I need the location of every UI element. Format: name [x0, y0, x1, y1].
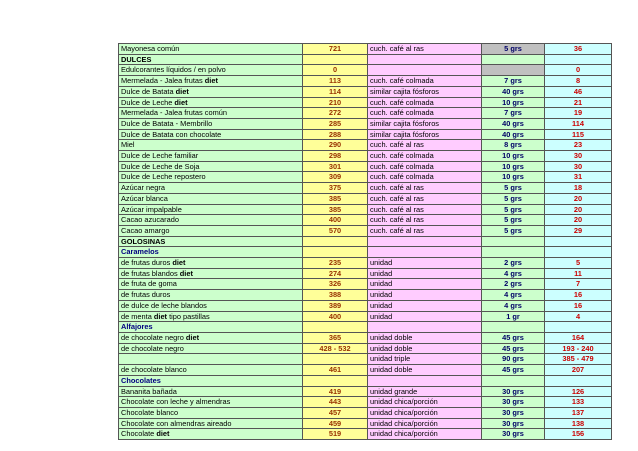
- table-row: [119, 129, 612, 140]
- food-name-cell[interactable]: [119, 386, 303, 397]
- portion-kcal-cell[interactable]: 115: [545, 129, 612, 140]
- food-name: Cacao amargo: [121, 225, 170, 235]
- portion-kcal-cell[interactable]: 30: [545, 161, 612, 172]
- subsection-row: [119, 375, 612, 386]
- food-name: Mermelada - Jalea frutas común: [121, 108, 227, 118]
- kcal-cell[interactable]: 400: [303, 311, 368, 322]
- food-name: de menta: [121, 311, 154, 321]
- table-row: [119, 108, 612, 119]
- kcal-cell[interactable]: 114: [303, 86, 368, 97]
- portion-kcal-cell[interactable]: 137: [545, 407, 612, 418]
- portion-cell[interactable]: cuch. café al ras: [368, 183, 482, 194]
- quantity-cell[interactable]: 10 grs: [482, 97, 545, 108]
- food-name: Mermelada - Jalea frutas: [121, 76, 205, 86]
- kcal-cell[interactable]: 309: [303, 172, 368, 183]
- kcal-cell[interactable]: [303, 354, 368, 365]
- kcal-cell[interactable]: 0: [303, 65, 368, 76]
- food-name: Cacao azucarado: [121, 215, 179, 225]
- portion-cell[interactable]: unidad doble: [368, 343, 482, 354]
- food-name-cell[interactable]: [119, 129, 303, 140]
- food-name-cell[interactable]: [119, 311, 303, 322]
- food-name-cell[interactable]: [119, 236, 303, 247]
- food-name: Azúcar negra: [121, 183, 165, 193]
- table-row: [119, 365, 612, 376]
- table-row: [119, 193, 612, 204]
- portion-kcal-cell[interactable]: 19: [545, 108, 612, 119]
- portion-kcal-cell[interactable]: 138: [545, 418, 612, 429]
- food-name: de chocolate negro: [121, 332, 186, 342]
- portion-kcal-cell[interactable]: 20: [545, 215, 612, 226]
- table-row: [119, 279, 612, 290]
- kcal-cell[interactable]: [303, 236, 368, 247]
- portion-cell[interactable]: [368, 247, 482, 258]
- portion-cell[interactable]: unidad triple: [368, 354, 482, 365]
- food-name-cell[interactable]: [119, 279, 303, 290]
- portion-cell[interactable]: [368, 375, 482, 386]
- portion-cell[interactable]: cuch. café al ras: [368, 225, 482, 236]
- portion-kcal-cell[interactable]: 193 - 240: [545, 343, 612, 354]
- food-name: Mayonesa común: [121, 44, 180, 53]
- food-name-cell[interactable]: [119, 215, 303, 226]
- table-row: [119, 76, 612, 87]
- table-row: [119, 386, 612, 397]
- food-name-cell[interactable]: [119, 65, 303, 76]
- portion-kcal-cell[interactable]: 7: [545, 279, 612, 290]
- food-name-cell[interactable]: [119, 76, 303, 87]
- portion-cell[interactable]: unidad: [368, 268, 482, 279]
- kcal-cell[interactable]: 285: [303, 118, 368, 129]
- portion-cell[interactable]: [368, 236, 482, 247]
- quantity-cell[interactable]: 8 grs: [482, 140, 545, 151]
- portion-kcal-cell[interactable]: 164: [545, 332, 612, 343]
- portion-cell[interactable]: cuch. café colmada: [368, 108, 482, 119]
- kcal-cell[interactable]: 428 - 532: [303, 343, 368, 354]
- food-name-cell[interactable]: [119, 354, 303, 365]
- kcal-cell[interactable]: 519: [303, 429, 368, 440]
- quantity-cell[interactable]: [482, 247, 545, 258]
- portion-cell[interactable]: unidad grande: [368, 386, 482, 397]
- quantity-cell[interactable]: [482, 375, 545, 386]
- portion-cell[interactable]: similar cajita fósforos: [368, 129, 482, 140]
- quantity-cell[interactable]: 5 grs: [482, 225, 545, 236]
- diet-label: diet: [175, 86, 189, 96]
- portion-kcal-cell[interactable]: 385 - 479: [545, 354, 612, 365]
- kcal-cell[interactable]: 365: [303, 332, 368, 343]
- portion-cell[interactable]: cuch. café colmada: [368, 161, 482, 172]
- table-row: [119, 300, 612, 311]
- portion-cell[interactable]: cuch. café al ras: [368, 215, 482, 226]
- kcal-cell[interactable]: 443: [303, 397, 368, 408]
- portion-kcal-cell[interactable]: 20: [545, 204, 612, 215]
- food-name-cell[interactable]: [119, 161, 303, 172]
- food-name: Chocolate con leche y almendras: [121, 397, 231, 407]
- quantity-cell[interactable]: 4 grs: [482, 290, 545, 301]
- table-row: [119, 418, 612, 429]
- portion-kcal-cell[interactable]: [545, 322, 612, 333]
- table-row: [119, 407, 612, 418]
- quantity-cell[interactable]: 30 grs: [482, 397, 545, 408]
- diet-label: diet: [185, 332, 200, 342]
- quantity-cell[interactable]: 5 grs: [482, 204, 545, 215]
- portion-kcal-cell[interactable]: 29: [545, 225, 612, 236]
- food-name: Miel: [121, 140, 135, 150]
- food-name: Chocolate blanco: [121, 407, 179, 417]
- portion-kcal-cell[interactable]: 126: [545, 386, 612, 397]
- quantity-cell[interactable]: 90 grs: [482, 354, 545, 365]
- quantity-cell[interactable]: 45 grs: [482, 365, 545, 376]
- quantity-cell[interactable]: [482, 65, 545, 76]
- portion-cell[interactable]: cuch. café colmada: [368, 151, 482, 162]
- kcal-cell[interactable]: 375: [303, 183, 368, 194]
- kcal-cell[interactable]: [303, 247, 368, 258]
- portion-kcal-cell[interactable]: [545, 247, 612, 258]
- diet-label: diet: [172, 258, 186, 268]
- food-name-cell[interactable]: [119, 108, 303, 119]
- food-name-cell[interactable]: [119, 322, 303, 333]
- quantity-cell[interactable]: 10 grs: [482, 161, 545, 172]
- kcal-cell[interactable]: 274: [303, 268, 368, 279]
- food-table-body: [119, 44, 612, 440]
- food-name-cell[interactable]: [119, 247, 303, 258]
- kcal-cell[interactable]: 389: [303, 300, 368, 311]
- food-name: Chocolate con almendras aireado: [121, 418, 232, 428]
- portion-cell[interactable]: unidad: [368, 300, 482, 311]
- table-row: [119, 118, 612, 129]
- quantity-cell[interactable]: 2 grs: [482, 258, 545, 269]
- portion-kcal-cell[interactable]: 114: [545, 118, 612, 129]
- portion-cell[interactable]: similar cajita fósforos: [368, 86, 482, 97]
- food-name: de chocolate blanco: [121, 365, 187, 375]
- food-name-cell[interactable]: [119, 407, 303, 418]
- portion-cell[interactable]: unidad: [368, 290, 482, 301]
- table-row: [119, 332, 612, 343]
- kcal-cell[interactable]: 290: [303, 140, 368, 151]
- quantity-cell[interactable]: 40 grs: [482, 86, 545, 97]
- portion-cell[interactable]: unidad doble: [368, 332, 482, 343]
- kcal-cell[interactable]: 419: [303, 386, 368, 397]
- portion-cell[interactable]: [368, 322, 482, 333]
- table-row: [119, 215, 612, 226]
- quantity-cell[interactable]: 10 grs: [482, 151, 545, 162]
- food-name: Azúcar impalpable: [121, 204, 182, 214]
- food-name-cell[interactable]: [119, 343, 303, 354]
- food-name: Azúcar blanca: [121, 193, 168, 203]
- portion-kcal-cell[interactable]: 46: [545, 86, 612, 97]
- portion-cell[interactable]: unidad chica/porción: [368, 418, 482, 429]
- food-name-cell[interactable]: [119, 429, 303, 440]
- diet-label: diet: [153, 311, 168, 321]
- portion-kcal-cell[interactable]: 31: [545, 172, 612, 183]
- kcal-cell[interactable]: 272: [303, 108, 368, 119]
- portion-cell[interactable]: unidad chica/porción: [368, 429, 482, 440]
- kcal-cell[interactable]: 400: [303, 215, 368, 226]
- portion-kcal-cell[interactable]: 21: [545, 97, 612, 108]
- food-name-cell[interactable]: [119, 183, 303, 194]
- table-row: [119, 204, 612, 215]
- food-name: Chocolates: [121, 375, 161, 385]
- portion-cell[interactable]: similar cajita fósforos: [368, 118, 482, 129]
- food-table: [118, 43, 612, 440]
- food-name-cell[interactable]: [119, 332, 303, 343]
- food-name-cell[interactable]: [119, 258, 303, 269]
- portion-cell[interactable]: [368, 54, 482, 65]
- table-row: [119, 65, 612, 76]
- food-name-cell[interactable]: [119, 268, 303, 279]
- portion-kcal-cell[interactable]: 133: [545, 397, 612, 408]
- portion-cell[interactable]: cuch. café colmada: [368, 76, 482, 87]
- quantity-cell[interactable]: 7 grs: [482, 108, 545, 119]
- portion-cell[interactable]: unidad doble: [368, 365, 482, 376]
- section-row: [119, 54, 612, 65]
- quantity-cell[interactable]: 10 grs: [482, 172, 545, 183]
- portion-cell[interactable]: unidad: [368, 311, 482, 322]
- quantity-cell[interactable]: 4 grs: [482, 268, 545, 279]
- food-name: Dulce de Batata con chocolate: [121, 129, 222, 139]
- food-name: GOLOSINAS: [121, 236, 166, 246]
- food-name-cell[interactable]: [119, 375, 303, 386]
- food-name: de fruta de goma: [121, 279, 177, 289]
- subsection-row: [119, 247, 612, 258]
- portion-kcal-cell[interactable]: 16: [545, 300, 612, 311]
- table-row: [119, 44, 612, 55]
- food-name: Bananita bañada: [121, 386, 177, 396]
- quantity-cell[interactable]: 4 grs: [482, 300, 545, 311]
- food-name: Edulcorantes líquidos / en polvo: [121, 65, 226, 75]
- portion-cell[interactable]: unidad chica/porción: [368, 397, 482, 408]
- quantity-cell[interactable]: 30 grs: [482, 429, 545, 440]
- food-name-cell[interactable]: [119, 204, 303, 215]
- subsection-row: [119, 322, 612, 333]
- portion-kcal-cell[interactable]: 5: [545, 258, 612, 269]
- table-row: [119, 97, 612, 108]
- kcal-cell[interactable]: 385: [303, 193, 368, 204]
- quantity-cell[interactable]: 2 grs: [482, 279, 545, 290]
- table-row: [119, 172, 612, 183]
- kcal-cell[interactable]: 459: [303, 418, 368, 429]
- table-row: [119, 290, 612, 301]
- diet-label: diet: [156, 429, 170, 439]
- kcal-cell[interactable]: 457: [303, 407, 368, 418]
- food-name-cell[interactable]: [119, 44, 303, 55]
- portion-kcal-cell[interactable]: 8: [545, 76, 612, 87]
- portion-kcal-cell[interactable]: 0: [545, 65, 612, 76]
- food-name: Dulce de Leche familiar: [121, 151, 199, 161]
- food-name-cell[interactable]: [119, 97, 303, 108]
- food-name-cell[interactable]: [119, 300, 303, 311]
- food-name: Caramelos: [121, 247, 159, 257]
- food-name-cell[interactable]: [119, 172, 303, 183]
- kcal-cell[interactable]: 461: [303, 365, 368, 376]
- food-name-cell[interactable]: [119, 290, 303, 301]
- table-row: [119, 354, 612, 365]
- quantity-cell[interactable]: [482, 322, 545, 333]
- kcal-cell[interactable]: 301: [303, 161, 368, 172]
- portion-cell[interactable]: unidad: [368, 258, 482, 269]
- portion-cell[interactable]: unidad: [368, 279, 482, 290]
- portion-kcal-cell[interactable]: [545, 236, 612, 247]
- portion-kcal-cell[interactable]: 23: [545, 140, 612, 151]
- portion-cell[interactable]: cuch. café colmada: [368, 172, 482, 183]
- quantity-cell[interactable]: 5 grs: [482, 215, 545, 226]
- food-name: Dulce de Leche: [121, 97, 175, 107]
- quantity-cell[interactable]: 1 gr: [482, 311, 545, 322]
- kcal-cell[interactable]: 113: [303, 76, 368, 87]
- portion-kcal-cell[interactable]: 11: [545, 268, 612, 279]
- quantity-cell[interactable]: 40 grs: [482, 129, 545, 140]
- kcal-cell[interactable]: 721: [303, 44, 368, 55]
- food-name: Dulce de Leche repostero: [121, 172, 206, 182]
- table-row: [119, 225, 612, 236]
- kcal-cell[interactable]: 388: [303, 290, 368, 301]
- kcal-cell[interactable]: 570: [303, 225, 368, 236]
- quantity-cell[interactable]: [482, 236, 545, 247]
- food-name-suffix: tipo pastillas: [167, 311, 210, 321]
- quantity-cell[interactable]: 30 grs: [482, 407, 545, 418]
- table-row: [119, 161, 612, 172]
- food-name: de dulce de leche blandos: [121, 300, 207, 310]
- kcal-cell[interactable]: [303, 54, 368, 65]
- table-row: [119, 140, 612, 151]
- portion-cell[interactable]: cuch. café al ras: [368, 193, 482, 204]
- food-name-cell[interactable]: [119, 418, 303, 429]
- quantity-cell[interactable]: 7 grs: [482, 76, 545, 87]
- portion-cell[interactable]: cuch. café al ras: [368, 204, 482, 215]
- kcal-cell[interactable]: 288: [303, 129, 368, 140]
- kcal-cell[interactable]: [303, 322, 368, 333]
- table-row: [119, 268, 612, 279]
- table-row: [119, 86, 612, 97]
- table-row: [119, 258, 612, 269]
- portion-kcal-cell[interactable]: 20: [545, 193, 612, 204]
- quantity-cell[interactable]: 40 grs: [482, 118, 545, 129]
- kcal-cell[interactable]: 298: [303, 151, 368, 162]
- quantity-cell[interactable]: 5 grs: [482, 44, 545, 55]
- portion-cell[interactable]: cuch. café colmada: [368, 97, 482, 108]
- portion-cell[interactable]: [368, 65, 482, 76]
- portion-cell[interactable]: cuch. café al ras: [368, 140, 482, 151]
- food-name-cell[interactable]: [119, 86, 303, 97]
- food-name: de frutas duros: [121, 258, 173, 268]
- quantity-cell[interactable]: 45 grs: [482, 343, 545, 354]
- kcal-cell[interactable]: [303, 375, 368, 386]
- table-row: [119, 183, 612, 194]
- food-name-cell[interactable]: [119, 151, 303, 162]
- quantity-cell[interactable]: 5 grs: [482, 193, 545, 204]
- food-name-cell[interactable]: [119, 54, 303, 65]
- food-name: Dulce de Leche de Soja: [121, 161, 200, 171]
- food-name-cell[interactable]: [119, 225, 303, 236]
- food-name: de frutas duros: [121, 290, 171, 300]
- portion-cell[interactable]: cuch. café al ras: [368, 44, 482, 55]
- diet-label: diet: [204, 76, 218, 86]
- portion-kcal-cell[interactable]: 18: [545, 183, 612, 194]
- food-name: DULCES: [121, 54, 152, 64]
- portion-kcal-cell[interactable]: 30: [545, 151, 612, 162]
- table-row: [119, 397, 612, 408]
- diet-label: diet: [179, 268, 193, 278]
- quantity-cell[interactable]: 30 grs: [482, 386, 545, 397]
- table-row: [119, 151, 612, 162]
- portion-kcal-cell[interactable]: [545, 375, 612, 386]
- food-name: Dulce de Batata - Membrillo: [121, 118, 213, 128]
- food-name-cell[interactable]: [119, 397, 303, 408]
- table-row: [119, 429, 612, 440]
- portion-kcal-cell[interactable]: 156: [545, 429, 612, 440]
- diet-label: diet: [174, 97, 188, 107]
- quantity-cell[interactable]: 30 grs: [482, 418, 545, 429]
- portion-kcal-cell[interactable]: 16: [545, 290, 612, 301]
- portion-kcal-cell[interactable]: 4: [545, 311, 612, 322]
- table-row: [119, 343, 612, 354]
- kcal-cell[interactable]: 326: [303, 279, 368, 290]
- portion-kcal-cell[interactable]: 36: [545, 44, 612, 55]
- food-name: Alfajores: [121, 322, 153, 332]
- food-name-cell[interactable]: [119, 193, 303, 204]
- quantity-cell[interactable]: 5 grs: [482, 183, 545, 194]
- food-name-cell[interactable]: [119, 365, 303, 376]
- quantity-cell[interactable]: [482, 54, 545, 65]
- kcal-cell[interactable]: 385: [303, 204, 368, 215]
- quantity-cell[interactable]: 45 grs: [482, 332, 545, 343]
- food-name: de chocolate negro: [121, 343, 184, 353]
- section-row: [119, 236, 612, 247]
- food-name: de frutas blandos: [121, 268, 180, 278]
- table-row: [119, 311, 612, 322]
- food-name: Dulce de Batata: [121, 86, 176, 96]
- food-name-cell[interactable]: [119, 140, 303, 151]
- food-name: Chocolate: [121, 429, 157, 439]
- portion-cell[interactable]: unidad chica/porción: [368, 407, 482, 418]
- kcal-cell[interactable]: 210: [303, 97, 368, 108]
- kcal-cell[interactable]: 235: [303, 258, 368, 269]
- portion-kcal-cell[interactable]: [545, 54, 612, 65]
- food-name-cell[interactable]: [119, 118, 303, 129]
- portion-kcal-cell[interactable]: 207: [545, 365, 612, 376]
